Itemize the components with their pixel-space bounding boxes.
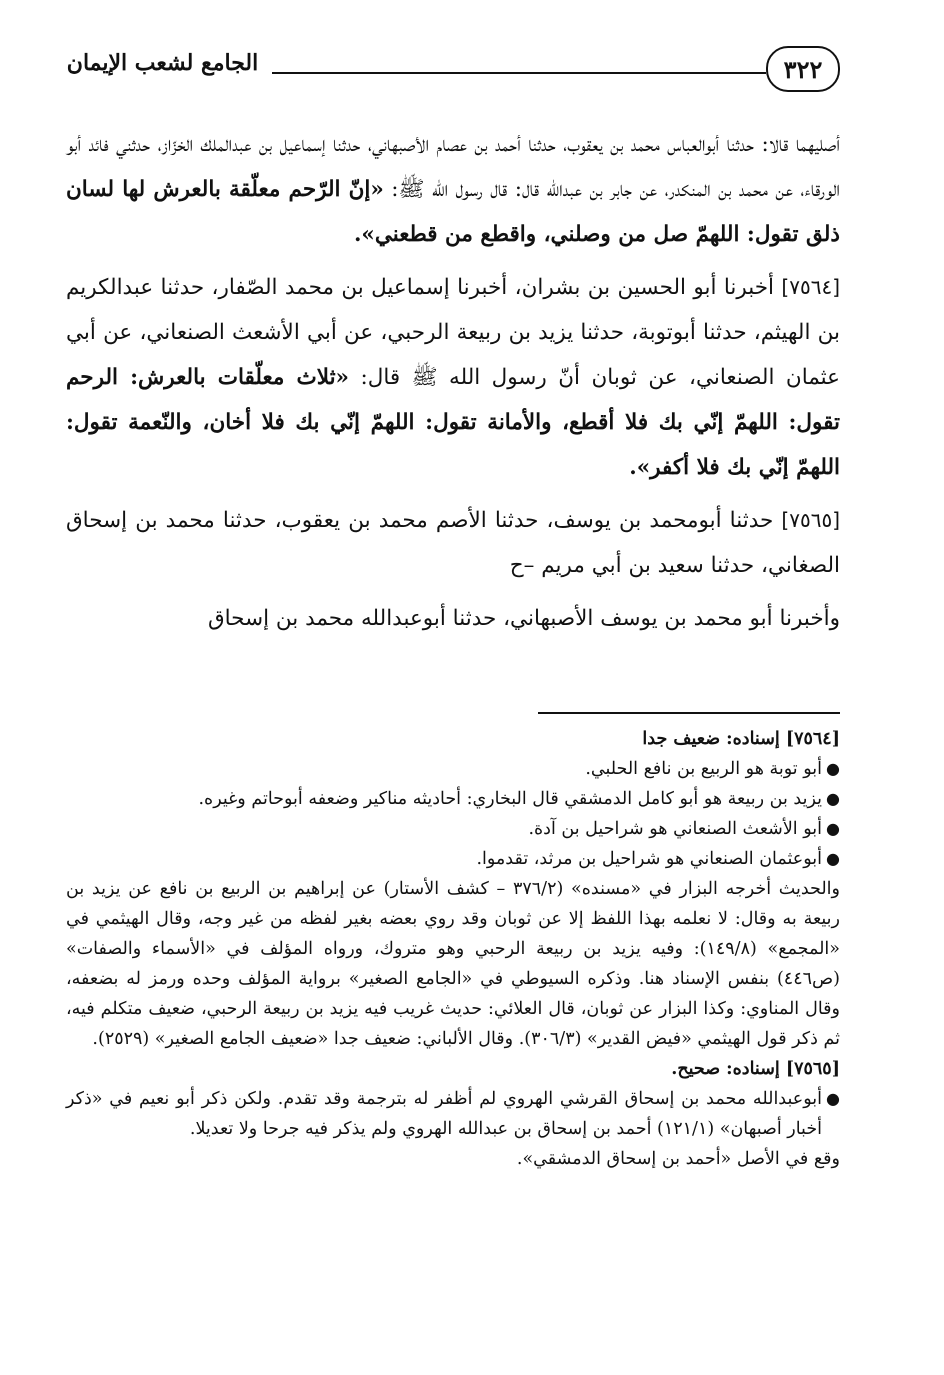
book-title: الجامع لشعب الإيمان (66, 50, 259, 76)
narration-chain: حدثنا أبومحمد بن يوسف، حدثنا الأصم محمد بن يعقوب، حدثنا محمد بن إسحاق الصغاني، حدثنا سعيد بن أبي مريم –ح (66, 508, 840, 578)
footnote-bullet-item: ● أبو الأشعث الصنعاني هو شراحيل بن آدة. (66, 814, 822, 844)
narration-chain: أخبرنا أبو الحسين بن بشران، أخبرنا إسماعيل بن محمد الصّفار، حدثنا عبدالكريم بن الهيثم، حدثنا أبوتوبة، حدثنا يزيد بن ربيعة الرحبي، عن أبي الأشعث الصنعاني، عن أبي عثمان الصنعاني، عن ثوبان أنّ رسول الله ﷺ قال: (66, 275, 840, 390)
footnote-bullets (66, 754, 840, 874)
main-text (66, 122, 840, 649)
bullet-icon: ● (826, 789, 840, 808)
footnote-text: والحديث أخرجه البزار في «مسنده» (٣٧٦/٢ – كشف الأستار) عن إبراهيم بن الربيع بن نافع عن يزيد بن ربيعة به وقال: لا نعلمه بهذا اللفظ إلا عن ثوبان وقد روي بعضه بغير لفظه من غير وجه، وقال الهيثمي في «المجمع» (١٤٩/٨): وفيه يزيد بن ربيعة الرحبي وهو متروك، ورواه المؤلف في «الأسماء والصفات» (ص٤٤٦) بنفس الإسناد هنا. وذكره السيوطي في «الجامع الصغير» برواية المؤلف وحده ورمز له بضعفه، وقال المناوي: وكذا البزار عن ثوبان، قال العلائي: حديث غريب فيه يزيد بن ربيعة الرحبي، ضعيف متكلم فيه، ثم ذكر قول الهيثمي «فيض القدير» (٣٠٦/٣). وقال الألباني: ضعيف جدا «ضعيف الجامع الصغير» (٢٥٢٩). (66, 879, 840, 1049)
footnote-bullet-item: ● يزيد بن ربيعة هو أبو كامل الدمشقي قال البخاري: أحاديثه مناكير وضعفه أبوحاتم وغيره. (66, 784, 822, 814)
paragraph-alternate-chain (66, 596, 840, 641)
hadith-text: «ثلاث معلّقات بالعرش: الرحم تقول: اللهمّ إنّي بك فلا أقطع، والأمانة تقول: اللهمّ إنّي بك فلا أخان، والنّعمة تقول: اللهمّ إنّي بك فلا أكفر». (66, 365, 840, 480)
bullet-icon: ● (826, 1089, 840, 1108)
footnote-bullets (66, 1084, 840, 1144)
footnote-divider (538, 712, 840, 714)
footnote-bullet-item: ● أبوعبدالله محمد بن إسحاق القرشي الهروي لم أظفر له بترجمة وقد تقدم. ولكن ذكر أبو نعيم في «ذكر أخبار أصبهان» (١٢١/١) أحمد بن إسحاق بن عبدالله الهروي ولم يذكر فيه جرحا ولا تعديلا. (66, 1084, 822, 1144)
header-divider (272, 72, 766, 74)
bullet-icon: ● (826, 759, 840, 778)
page-number: ٣٢٢ (766, 46, 840, 92)
bullet-icon: ● (826, 819, 840, 838)
narration-chain: أصليهما قالا: حدثنا أبوالعباس محمد بن يعقوب، حدثنا أحمد بن عصام الأصبهاني، حدثنا إسماعيل بن عبدالملك الخزّاز، حدثني فائد أبو الورقاء، عن محمد بن المنكدر، عن جابر بن عبدالله قال: قال رسول الله ﷺ: (66, 132, 840, 202)
footnote-heading: [٧٥٦٤] إسناده: ضعيف جدا (642, 729, 840, 749)
footnotes (66, 724, 840, 1174)
page-header (60, 38, 840, 100)
bullet-icon: ● (826, 849, 840, 868)
paragraph-7565 (66, 498, 840, 588)
hadith-text: «إنّ الرّحم معلّقة بالعرش لها لسان ذلق تقول: اللهمّ صل من وصلني، واقطع من قطعني». (66, 177, 840, 247)
footnote-bullet-item: ● أبوعثمان الصنعاني هو شراحيل بن مرثد، تقدموا. (66, 844, 822, 874)
footnote-bullet-item: ● أبو توبة هو الربيع بن نافع الحلبي. (66, 754, 822, 784)
footnote-text: وقع في الأصل «أحمد بن إسحاق الدمشقي». (516, 1149, 840, 1169)
footnote-heading: [٧٥٦٥] إسناده: صحيح. (671, 1059, 840, 1079)
hadith-number: [٧٥٦٥] (781, 508, 840, 532)
hadith-number: [٧٥٦٤] (781, 275, 840, 299)
paragraph-7564 (66, 265, 840, 490)
narration-chain: وأخبرنا أبو محمد بن يوسف الأصبهاني، حدثنا أبوعبدالله محمد بن إسحاق (207, 606, 840, 631)
paragraph-continuation (66, 122, 840, 257)
